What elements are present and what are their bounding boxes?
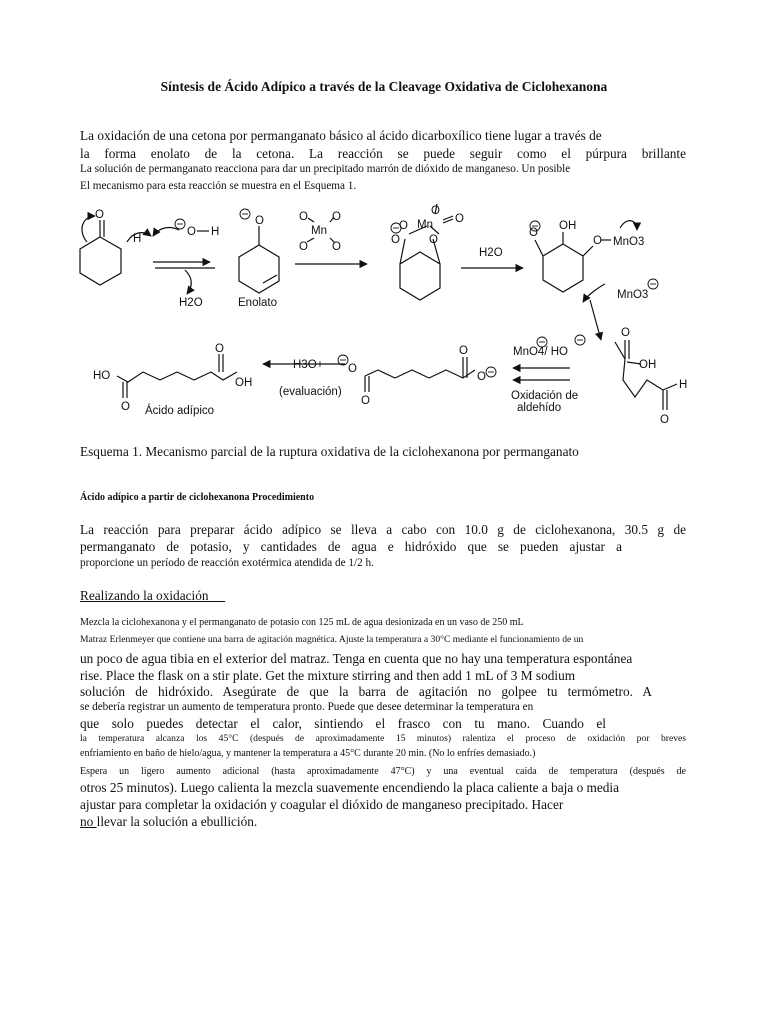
oxidation-line-3: un poco de agua tibia en el exterior del matraz. Tenga en cuenta que no hay una temperatura espontánea — [80, 651, 633, 666]
oxidation-heading — [80, 588, 225, 604]
aldehyde-acid-oh: OH — [639, 359, 657, 371]
ester-mn: Mn — [417, 219, 433, 231]
ketone-oxygen: O — [95, 209, 104, 221]
permanganate-o2: O — [332, 211, 341, 223]
aldehyde-h: H — [679, 379, 688, 391]
adipic-oh: OH — [235, 377, 253, 389]
hydroxide-hydrogen: H — [211, 226, 220, 238]
evaluacion-label: (evaluación) — [279, 386, 342, 398]
ester-o5: O — [399, 220, 408, 232]
acido-adipico-label: Ácido adípico — [145, 405, 215, 417]
oxidation-line-6: se debería registrar un aumento de temperatura pronto. Puede que desee determinar la temperatura en — [80, 701, 534, 713]
oxidation-line-9: enfriamiento en baño de hielo/agua, y mantener la temperatura a 45°C durante 20 min. (No lo enfríes demasiado.) — [80, 748, 536, 759]
hydroxy-oxygen-minus: O — [529, 227, 538, 239]
aldehyde-acid-structure — [615, 340, 677, 410]
mno3-group: MnO3 — [613, 236, 645, 248]
oxidation-line-12: ajustar para completar la oxidación y coagular el dióxido de manganeso precipitado. Hacer — [80, 797, 564, 812]
oxidation-line-1: Mezcla la ciclohexanona y el permanganato de potasio con 125 mL de agua desionizada en un vaso de 250 mL — [80, 617, 524, 628]
adipic-o1: O — [121, 401, 130, 413]
hydroxy-manganate-structure — [535, 221, 637, 292]
oxidation-line-7: que solo puedes detectar el calor, sintiendo el frasco con tu mano. Cuando el — [80, 716, 606, 731]
oxidacion-line-2: aldehído — [517, 402, 562, 414]
enolato-label: Enolato — [238, 297, 278, 309]
procedure-heading: Ácido adípico a partir de ciclohexanona Procedimiento — [80, 492, 315, 503]
intro-line-4: El mecanismo para esta reacción se muestra en el Esquema 1. — [80, 180, 357, 192]
adipic-o2: O — [215, 343, 224, 355]
permanganate-o3: O — [299, 241, 308, 253]
procedure-line-1: La reacción para preparar ácido adípico se lleva a cabo con 10.0 g de ciclohexanona, 30.5 g de — [80, 522, 686, 537]
permanganate-o4: O — [332, 241, 341, 253]
oxidacion-line-1: Oxidación de — [511, 390, 579, 402]
aldehyde-o: O — [660, 414, 669, 426]
oxidation-line-5: solución de hidróxido. Asegúrate de que la barra de agitación no golpee tu termómetro. A — [80, 684, 652, 699]
oxidation-line-13-rest: llevar la solución a ebullición. — [96, 814, 258, 829]
no-emphasis: no — [80, 814, 97, 829]
adipate-o4: O — [361, 395, 370, 407]
h3o-label: H3O+ — [293, 359, 324, 371]
enolate-structure — [239, 226, 279, 293]
adipate-o2: O — [477, 371, 486, 383]
water-label-2: H2O — [479, 247, 503, 259]
adipic-ho: HO — [93, 370, 111, 382]
aldehyde-acid-o1: O — [621, 327, 630, 339]
adipic-acid-structure — [117, 354, 237, 398]
intro-line-1: La oxidación de una cetona por permanganato básico al ácido dicarboxílico tiene lugar a través de — [80, 128, 602, 143]
oxidation-line-8: la temperatura alcanza los 45°C (después de aproximadamente 15 minutos) ralentiza el proceso de oxidación por breves — [80, 733, 686, 744]
enolate-oxygen: O — [255, 215, 264, 227]
procedure-line-3: proporcione un período de reacción exotérmica atendida de 1/2 h. — [80, 557, 374, 569]
ester-o3: O — [431, 205, 440, 217]
oxidation-line-2: Matraz Erlenmeyer que contiene una barra de agitación magnética. Ajuste la temperatura a 30°C mediante el funcionamiento de un — [80, 634, 584, 645]
oxidation-line-11: otros 25 minutos). Luego calienta la mezcla suavemente encendiendo la placa caliente a baja o media — [80, 780, 620, 795]
page-title: Síntesis de Ácido Adípico a través de la Cleavage Oxidativa de Ciclohexanona — [160, 79, 608, 94]
adipate-structure — [365, 357, 475, 392]
manganate-oxygen: O — [593, 235, 602, 247]
adipate-o3: O — [348, 363, 357, 375]
water-label: H2O — [179, 297, 203, 309]
procedure-line-2: permanganato de potasio, y cantidades de agua e hidróxido que se pueden ajustar a — [80, 539, 622, 554]
permanganate-o1: O — [299, 211, 308, 223]
ester-o1: O — [391, 234, 400, 246]
oxidation-heading-text: Realizando la oxidación — [80, 588, 209, 603]
hydroxide-oxygen: O — [187, 226, 196, 238]
oxidation-line-13 — [80, 814, 257, 830]
intro-line-2: la forma enolato de la cetona. La reacción se puede seguir como el púrpura brillante — [80, 146, 686, 161]
ester-o4: O — [455, 213, 464, 225]
oxidation-line-4: rise. Place the flask on a stir plate. Get the mixture stirring and then add 1 mL of 3 M sodium — [80, 668, 576, 683]
reaction-scheme — [75, 202, 695, 432]
adipate-o1: O — [459, 345, 468, 357]
hydroxy-oh: OH — [559, 220, 577, 232]
mno4-ho-label: MnO4/ HO — [513, 346, 568, 358]
oxidation-line-10: Espera un ligero aumento adicional (hasta aproximadamente 47°C) y una eventual caída de temperatura (después de — [80, 766, 686, 777]
cyclohexanone-structure — [80, 216, 179, 285]
intro-line-3: La solución de permanganato reacciona para dar un precipitado marrón de dióxido de manganeso. Un posible — [80, 163, 571, 175]
ester-o2: O — [429, 234, 438, 246]
alpha-hydrogen: H — [133, 233, 142, 245]
scheme-caption: Esquema 1. Mecanismo parcial de la ruptura oxidativa de la ciclohexanona por permanganato — [80, 444, 579, 459]
mno3-leaving: MnO3 — [617, 289, 649, 301]
permanganate-mn: Mn — [311, 225, 327, 237]
